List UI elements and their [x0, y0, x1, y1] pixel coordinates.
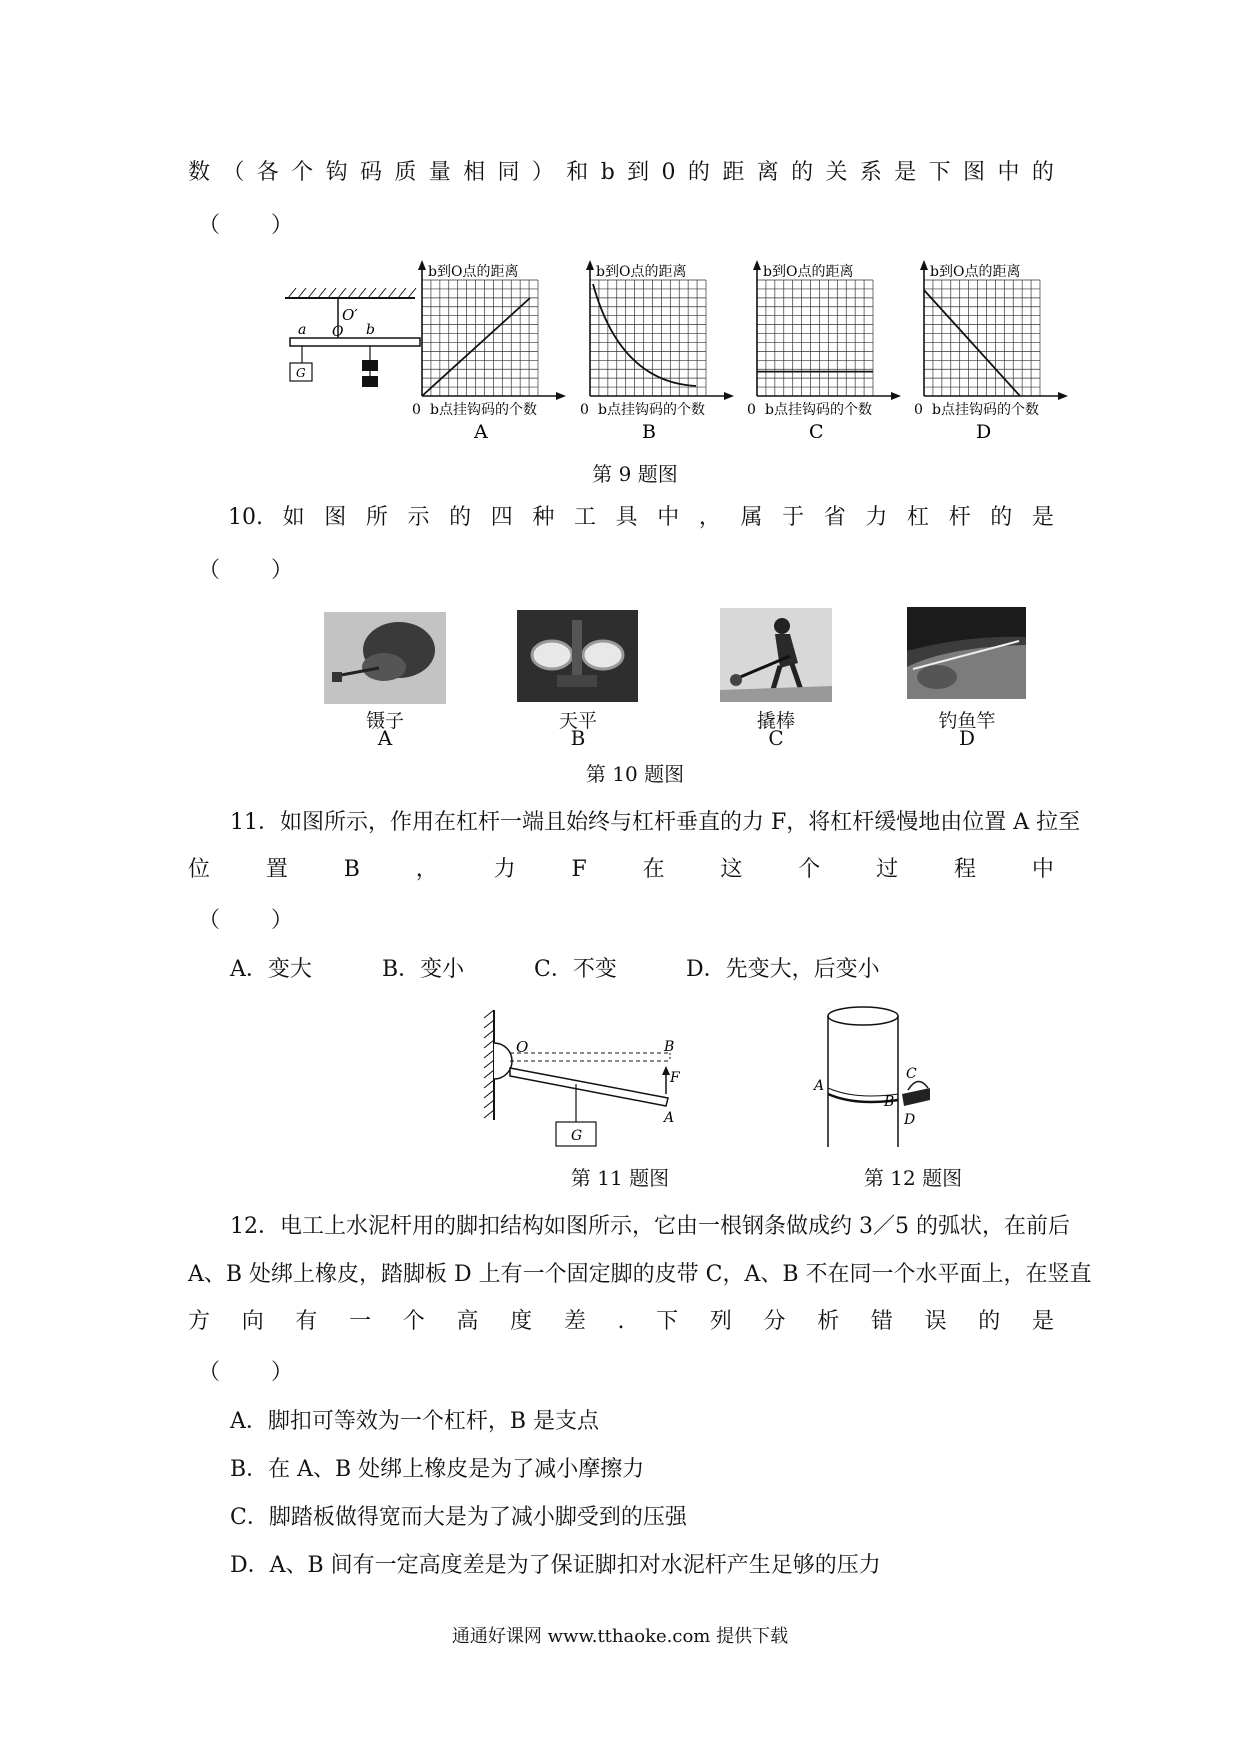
q9-answer-paren: （ ）	[198, 213, 315, 238]
char: B	[343, 857, 360, 882]
char: 如	[282, 505, 305, 530]
q11-figure	[480, 1008, 680, 1158]
graph-letter: D	[976, 421, 992, 438]
y-axis-label: b到O点的距离	[596, 264, 687, 280]
char: 中	[1031, 857, 1054, 882]
q11-caption: 第 11 题图	[570, 1166, 670, 1190]
char: 钩	[325, 160, 348, 185]
hook-weight-1	[362, 360, 378, 371]
char: 位	[188, 857, 211, 882]
char: 是	[1031, 505, 1054, 530]
label-g: G	[571, 1128, 583, 1144]
y-axis-label: b到O点的距离	[930, 264, 1021, 280]
label-f: F	[670, 1070, 680, 1086]
label-d: D	[904, 1112, 916, 1128]
x-arrow	[891, 392, 901, 400]
fishing-rod-photo	[907, 607, 1026, 699]
char: 和	[566, 160, 589, 185]
q11-answer-paren: （ ）	[198, 908, 315, 933]
char: 的	[978, 1309, 1001, 1334]
q12-figure	[800, 1002, 940, 1152]
char: F	[571, 857, 587, 882]
tool-letter: A	[377, 726, 393, 750]
char: 列	[709, 1309, 732, 1334]
lever-bar	[290, 338, 420, 346]
char: 工	[573, 505, 596, 530]
char: 质	[394, 160, 417, 185]
graph-d	[912, 258, 1082, 438]
y-arrow	[418, 260, 426, 270]
q11-option: B．变小	[382, 957, 465, 982]
label-a: a	[298, 322, 307, 338]
q12-answer-paren: （ ）	[198, 1360, 315, 1385]
wall-hatch	[484, 1010, 494, 1118]
q10-answer-paren: （ ）	[198, 558, 315, 583]
graph-curve	[924, 290, 1020, 396]
tool-letter: B	[570, 726, 586, 750]
q12-option: D．A、B 间有一定高度差是为了保证脚扣对水泥杆产生足够的压力	[230, 1553, 881, 1578]
char: 力	[493, 857, 516, 882]
char: 过	[876, 857, 899, 882]
char: 差	[563, 1309, 586, 1334]
char: 系	[859, 160, 882, 185]
char: 误	[924, 1309, 947, 1334]
label-a: A	[664, 1110, 675, 1126]
char: 量	[428, 160, 451, 185]
char: 中	[997, 160, 1020, 185]
x-axis-label: b点挂钩码的个数	[932, 402, 1039, 418]
char: 的	[791, 160, 814, 185]
label-c: C	[906, 1066, 917, 1082]
graph-a	[410, 258, 580, 438]
origin-label: 0	[747, 402, 756, 418]
q11-option: A．变大	[230, 957, 312, 982]
q11-option: D．先变大，后变小	[686, 957, 880, 982]
y-arrow	[920, 260, 928, 270]
y-arrow	[753, 260, 761, 270]
char: 种	[532, 505, 555, 530]
char: 离	[756, 160, 779, 185]
char: 析	[817, 1309, 840, 1334]
char: 图	[963, 160, 986, 185]
graph-b	[578, 258, 748, 438]
char: 相	[463, 160, 486, 185]
tool-name: 天平	[558, 710, 597, 732]
tool-name: 镊子	[365, 710, 404, 732]
y-axis-label: b到O点的距离	[763, 264, 854, 280]
graph-curve	[422, 298, 530, 396]
q12-line-1: 12．电工上水泥杆用的脚扣结构如图所示，它由一根钢条做成约 3／5 的弧状，在前后	[230, 1214, 1070, 1239]
char: b	[600, 160, 615, 185]
char: 的	[687, 160, 710, 185]
char: 数	[188, 160, 211, 185]
char: 的	[1031, 160, 1054, 185]
tool-letter: D	[958, 726, 976, 750]
lever-rod	[510, 1068, 668, 1106]
q11-option: C．不变	[534, 957, 617, 982]
origin-label: 0	[412, 402, 421, 418]
char: 一	[349, 1309, 372, 1334]
char: 下	[656, 1309, 679, 1334]
char: 的	[990, 505, 1013, 530]
q12-option: C．脚踏板做得宽而大是为了减小脚受到的压强	[230, 1505, 687, 1530]
char: 10.	[228, 505, 263, 530]
ceiling-hatch	[288, 288, 416, 298]
label-o-prime: O′	[342, 306, 358, 324]
char: 0	[661, 160, 676, 185]
char: 图	[324, 505, 347, 530]
char: 在	[642, 857, 665, 882]
crowbar-photo	[720, 608, 832, 702]
char: 所	[365, 505, 388, 530]
footer-source: 通通好课网 www.tthaoke.com 提供下载	[451, 1626, 789, 1647]
char: 码	[359, 160, 382, 185]
tool-name: 钓鱼竿	[938, 710, 996, 732]
char: 个	[798, 857, 821, 882]
char: 距	[722, 160, 745, 185]
y-axis-label: b到O点的距离	[428, 264, 519, 280]
q9-caption: 第 9 题图	[592, 462, 678, 486]
q11-line-2	[188, 855, 1054, 885]
hook-weight-2	[362, 376, 378, 387]
char: ，	[415, 857, 438, 882]
char: 方	[188, 1309, 211, 1334]
graph-curve	[593, 284, 696, 386]
q12-caption: 第 12 题图	[863, 1166, 963, 1190]
x-arrow	[724, 392, 734, 400]
char: 下	[928, 160, 951, 185]
x-axis-label: b点挂钩码的个数	[765, 402, 872, 418]
char: 省	[823, 505, 846, 530]
x-arrow	[556, 392, 566, 400]
q12-option: A．脚扣可等效为一个杠杆，B 是支点	[230, 1409, 600, 1434]
graph-c	[745, 258, 915, 438]
char: 错	[870, 1309, 893, 1334]
char: 四	[490, 505, 513, 530]
char: 向	[241, 1309, 264, 1334]
char: 分	[763, 1309, 786, 1334]
label-g: G	[296, 366, 306, 380]
origin-label: 0	[580, 402, 589, 418]
graph-letter: B	[642, 421, 656, 438]
q9-stem-tail	[188, 158, 1054, 188]
char: ，	[698, 505, 721, 530]
char: 个	[402, 1309, 425, 1334]
char: ）	[531, 160, 554, 185]
char: 到	[627, 160, 650, 185]
char: （	[222, 160, 245, 185]
char: 置	[265, 857, 288, 882]
q12-line-3	[188, 1307, 1054, 1337]
char: 程	[954, 857, 977, 882]
char: 的	[449, 505, 472, 530]
balance-photo	[517, 610, 638, 702]
label-b: B	[884, 1094, 895, 1110]
origin-label: 0	[914, 402, 923, 418]
strap	[908, 1081, 928, 1090]
q10-caption: 第 10 题图	[585, 762, 685, 786]
char: 关	[825, 160, 848, 185]
x-axis-label: b点挂钩码的个数	[598, 402, 705, 418]
q10-stem	[228, 503, 1054, 533]
x-arrow	[1058, 392, 1068, 400]
char: 这	[720, 857, 743, 882]
label-o: O	[516, 1038, 529, 1056]
char: 度	[510, 1309, 533, 1334]
q12-option: B．在 A、B 处绑上橡皮是为了减小摩擦力	[230, 1457, 645, 1482]
tool-name: 撬棒	[756, 710, 795, 732]
q11-line-1: 11．如图所示，作用在杠杆一端且始终与杠杆垂直的力 F，将杠杆缓慢地由位置 A 拉至	[230, 810, 1081, 835]
char: 示	[407, 505, 430, 530]
x-axis-label: b点挂钩码的个数	[430, 402, 537, 418]
char: 同	[497, 160, 520, 185]
label-o: O	[332, 324, 344, 340]
label-b: B	[664, 1039, 675, 1055]
char: 有	[295, 1309, 318, 1334]
char: 个	[291, 160, 314, 185]
char: 具	[615, 505, 638, 530]
graph-letter: C	[809, 421, 824, 438]
y-arrow	[586, 260, 594, 270]
foot-plate	[902, 1088, 930, 1106]
label-b: b	[366, 322, 375, 338]
tool-letter: C	[768, 726, 784, 750]
q9-lever-figure	[280, 278, 430, 408]
char: 力	[865, 505, 888, 530]
char: 是	[894, 160, 917, 185]
char: .	[617, 1309, 625, 1334]
char: 高	[456, 1309, 479, 1334]
char: 杆	[948, 505, 971, 530]
char: 各	[256, 160, 279, 185]
q12-line-2: A、B 处绑上橡皮，踏脚板 D 上有一个固定脚的皮带 C，A、B 不在同一个水平面上，在竖直	[188, 1262, 1092, 1287]
char: 是	[1031, 1309, 1054, 1334]
char: 属	[740, 505, 763, 530]
char: 中	[657, 505, 680, 530]
graph-letter: A	[474, 421, 488, 438]
pole-top	[828, 1007, 898, 1025]
label-a: A	[814, 1078, 825, 1094]
char: 杠	[906, 505, 929, 530]
tweezers-photo	[324, 612, 446, 704]
char: 于	[782, 505, 805, 530]
